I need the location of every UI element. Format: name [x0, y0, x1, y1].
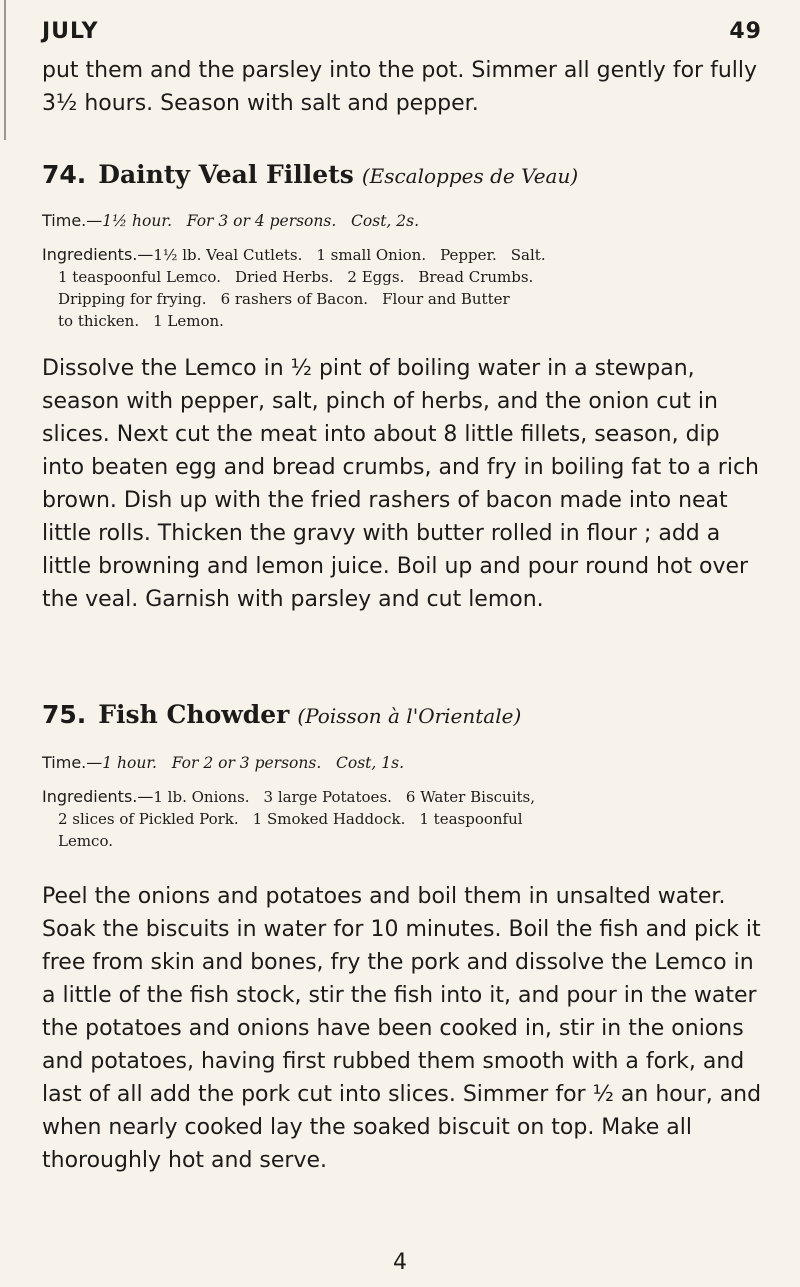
ingredient: to thicken.	[58, 312, 140, 330]
ingredient: 1 small Onion.	[316, 246, 427, 264]
ingredient: 6 rashers of Bacon.	[220, 290, 369, 308]
persons: For 2 or 3 persons.	[171, 754, 322, 772]
recipe-75-meta	[42, 752, 764, 774]
ingredient: 1 teaspoonful Lemco.	[58, 268, 221, 286]
ingredients-label: Ingredients.—	[42, 245, 154, 264]
ingredient: 2 Eggs.	[347, 268, 405, 286]
running-header	[42, 16, 762, 46]
ingredient: Dripping for frying.	[58, 290, 207, 308]
recipe-subtitle: (Escaloppes de Veau)	[361, 164, 579, 188]
ingredient: 1 lb. Onions.	[153, 788, 250, 806]
ingredient: Flour and Butter	[382, 290, 510, 308]
ingredients-label: Ingredients.—	[42, 787, 154, 806]
intro-paragraph: put them and the parsley into the pot. Simmer all gently for fully 3½ hours. Season with salt and pepper.	[42, 58, 757, 116]
persons: For 3 or 4 persons.	[186, 212, 337, 230]
cost: Cost, 1s.	[336, 754, 405, 772]
ingredient: Dried Herbs.	[234, 268, 334, 286]
page-number: 49	[729, 18, 762, 44]
recipe-75-method: Peel the onions and potatoes and boil them in unsalted water. Soak the biscuits in water for 10 minutes. Boil the fish and pick it free from skin and bones, fry the pork and dissolve the Lemco in a little of the fish stock, stir the fish into it, and pour in the water the potatoes and onions have been cooked in, stir in the onions and potatoes, having first rubbed them smooth with a fork, and last of all add the pork cut into slices. Simmer for ½ an hour, and when nearly cooked lay the soaked biscuit on top. Make all thoroughly hot and serve.	[42, 884, 762, 1173]
ingredient: 1 teaspoonful	[419, 810, 523, 828]
ingredient: 3 large Potatoes.	[263, 788, 392, 806]
header-month: JULY	[42, 18, 99, 44]
ingredient: 1½ lb. Veal Cutlets.	[153, 246, 303, 264]
cost: Cost, 2s.	[351, 212, 420, 230]
recipe-75-heading	[42, 700, 764, 731]
ingredient: 1 Lemon.	[153, 312, 224, 330]
time-value: 1 hour.	[102, 754, 157, 772]
recipe-number: 75.	[42, 700, 87, 729]
recipe-74-ingredients	[42, 244, 764, 332]
recipe-title: Dainty Veal Fillets	[98, 160, 354, 189]
ingredient: Bread Crumbs.	[418, 268, 534, 286]
ingredient: 1 Smoked Haddock.	[252, 810, 406, 828]
recipe-75-ingredients	[42, 786, 764, 852]
ingredient: 2 slices of Pickled Pork.	[58, 810, 239, 828]
time-label: Time.—	[42, 753, 103, 772]
time-label: Time.—	[42, 211, 103, 230]
time-value: 1½ hour.	[102, 212, 172, 230]
ingredient: 6 Water Biscuits,	[405, 788, 535, 806]
ingredient: Salt.	[510, 246, 546, 264]
recipe-74-meta	[42, 210, 764, 232]
ingredient: Lemco.	[58, 832, 113, 850]
ingredient: Pepper.	[440, 246, 497, 264]
signature-mark: 4	[393, 1250, 407, 1275]
recipe-74-heading	[42, 160, 764, 191]
recipe-subtitle: (Poisson à l'Orientale)	[297, 704, 522, 728]
recipe-74-method: Dissolve the Lemco in ½ pint of boiling water in a stewpan, season with pepper, salt, pinch of herbs, and the onion cut in slices. Next cut the meat into about 8 little fillets, season, dip into beaten egg and bread crumbs, and fry in boiling fat to a rich brown. Dish up with the fried rashers of bacon made into neat little rolls. Thicken the gravy with butter rolled in flour ; add a little browning and lemon juice. Boil up and pour round hot over the veal. Garnish with parsley and cut lemon.	[42, 356, 759, 612]
recipe-title: Fish Chowder	[98, 700, 290, 729]
recipe-number: 74.	[42, 160, 87, 189]
